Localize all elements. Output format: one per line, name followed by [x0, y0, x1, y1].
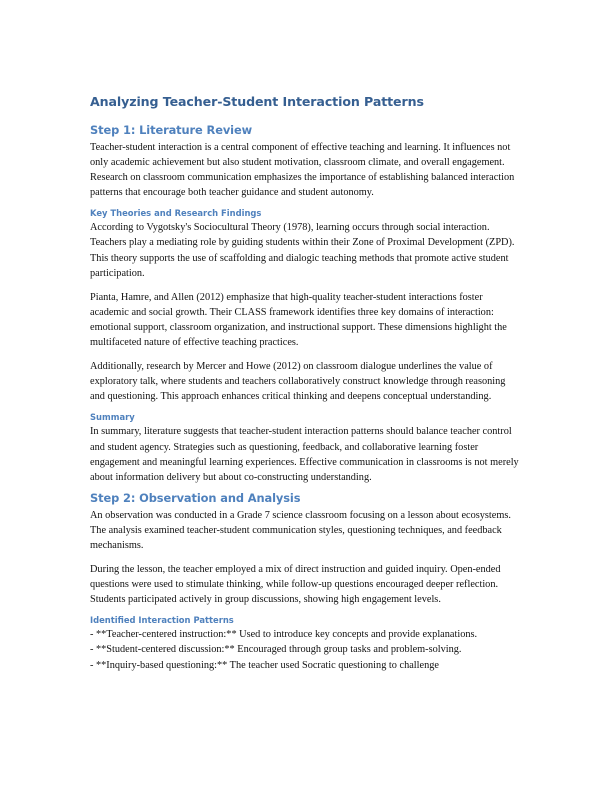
document-title: Analyzing Teacher-Student Interaction Patterns	[90, 94, 424, 109]
theories-subheading: Key Theories and Research Findings	[90, 208, 262, 219]
list-item: - **Student-centered discussion:** Encouraged through group tasks and problem-solving.	[90, 644, 462, 656]
observation-paragraph: An observation was conducted in a Grade 7 science classroom focusing on a lesson about ecosystems. The analysis examined teacher-student communication styles, questioning techniques, and feedback mechanisms.	[90, 509, 511, 551]
vygotsky-paragraph: According to Vygotsky's Sociocultural Theory (1978), learning occurs through social interaction. Teachers play a mediating role by guiding students within their Zone of Proximal Development (ZPD). This theory supports the use of scaffolding and dialogic teaching methods that promote active student participation.	[90, 222, 515, 279]
summary-subheading: Summary	[90, 412, 135, 423]
patterns-subheading: Identified Interaction Patterns	[90, 615, 234, 626]
step2-heading: Step 2: Observation and Analysis	[90, 490, 301, 505]
step1-heading: Step 1: Literature Review	[90, 123, 253, 137]
step1-intro-paragraph: Teacher-student interaction is a central component of effective teaching and learning. It influences not only academic achievement but also student motivation, classroom climate, and overall engagement. Research on classroom communication emphasizes the importance of establishing balanced interaction patterns that encourage both teacher guidance and student autonomy.	[90, 142, 515, 199]
patterns-list	[90, 627, 522, 672]
document-body	[90, 94, 522, 673]
list-item: - **Inquiry-based questioning:** The teacher used Socratic questioning to challenge	[90, 659, 439, 671]
mercer-paragraph: Additionally, research by Mercer and Howe (2012) on classroom dialogue underlines the value of exploratory talk, where students and teachers collaboratively construct knowledge through reasoning and questioning. This approach enhances critical thinking and deepens conceptual understanding.	[90, 361, 506, 403]
pianta-paragraph: Pianta, Hamre, and Allen (2012) emphasize that high-quality teacher-student interactions foster academic and social growth. Their CLASS framework identifies three key domains of interaction: emotional support, classroom organization, and instructional support. These dimensions highlight the multifaceted nature of effective teaching practices.	[90, 291, 507, 349]
summary-paragraph: In summary, literature suggests that teacher-student interaction patterns should balance teacher control and student agency. Strategies such as questioning, feedback, and collaborative learning foster engagement and meaningful learning experiences. Effective communication in classrooms is not merely about information delivery but about co-constructing understanding.	[90, 426, 519, 483]
list-item: - **Teacher-centered instruction:** Used to introduce key concepts and provide explanations.	[90, 629, 478, 641]
lesson-paragraph: During the lesson, the teacher employed a mix of direct instruction and guided inquiry. Open-ended questions were used to stimulate thinking, while follow-up questions encouraged deeper reflection. Students participated actively in group discussions, showing high engagement levels.	[90, 564, 501, 606]
